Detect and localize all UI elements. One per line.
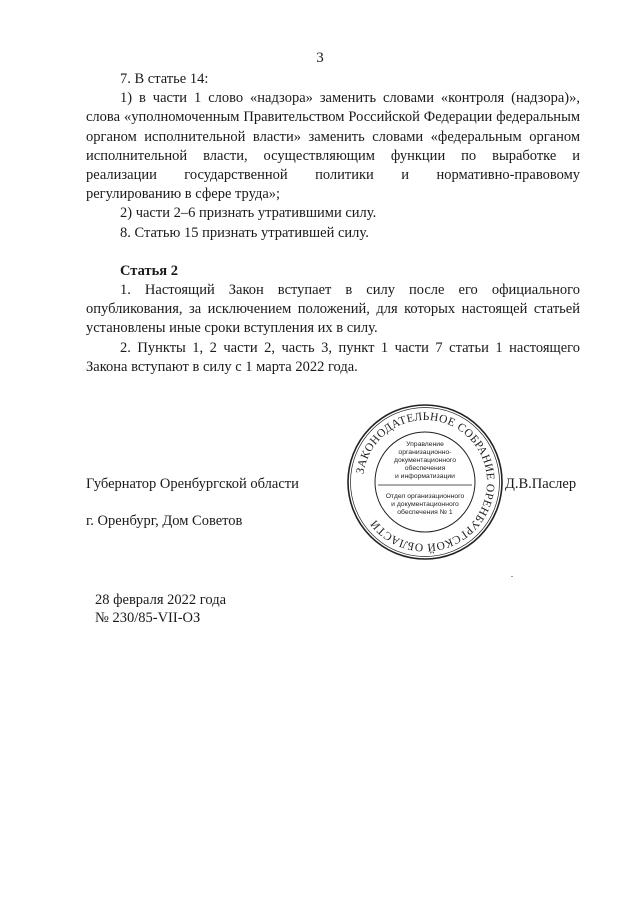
- law-number: № 230/85-VII-ОЗ: [95, 610, 201, 626]
- seal-line: организационно-: [398, 449, 452, 456]
- signing-place: г. Оренбург, Дом Советов: [86, 513, 243, 529]
- seal-line: Отдел организационного: [385, 493, 465, 500]
- seal-line: и документационного: [391, 501, 459, 508]
- signatory-title: Губернатор Оренбургской области: [86, 476, 299, 492]
- seal-line: обеспечения № 1: [397, 509, 453, 516]
- paragraph-article2-part2: 2. Пункты 1, 2 части 2, часть 3, пункт 1 части 7 статьи 1 настоящего Закона вступают в силу с 1 марта 2022 года.: [86, 339, 580, 375]
- paragraph-article15: 8. Статью 15 признать утратившей силу.: [120, 224, 369, 241]
- signatory-name: Д.В.Паслер: [505, 476, 577, 492]
- law-date: 28 февраля 2022 года: [95, 592, 227, 608]
- paragraph-article2-part1: 1. Настоящий Закон вступает в силу после его официального опубликования, за исключением положений, для которых настоящей статьей установлены иные сроки вступления их в силу.: [86, 282, 580, 337]
- seal-line: обеспечения: [404, 465, 446, 472]
- paragraph-item2: 2) части 2–6 признать утратившими силу.: [120, 205, 377, 222]
- scan-speck: [511, 576, 513, 577]
- official-seal: [345, 402, 505, 562]
- seal-line: и информатизации: [395, 473, 455, 480]
- paragraph-item1: 1) в части 1 слово «надзора» заменить словами «контроля (надзора)», слова «уполномоченным Правительством Российской Федерации федеральным органом исполнительной власти» заменить словами «федеральным органом исполнительной власти, осуществляющим функции по выработке и реализации государственной политики и нормативно-правовому регулированию в сфере труда»;: [86, 90, 580, 203]
- article2-heading: Статья 2: [120, 262, 178, 279]
- paragraph-article14: 7. В статье 14:: [120, 71, 209, 87]
- seal-graphic: [345, 402, 505, 562]
- seal-line: Управление: [406, 441, 444, 448]
- law-body: [86, 70, 580, 377]
- seal-ring-text: ЗАКОНОДАТЕЛЬНОЕ СОБРАНИЕ ОРЕНБУРГСКОЙ ОБЛАСТИ: [354, 410, 497, 554]
- seal-line: документационного: [393, 457, 457, 464]
- page-number: 3: [316, 50, 324, 66]
